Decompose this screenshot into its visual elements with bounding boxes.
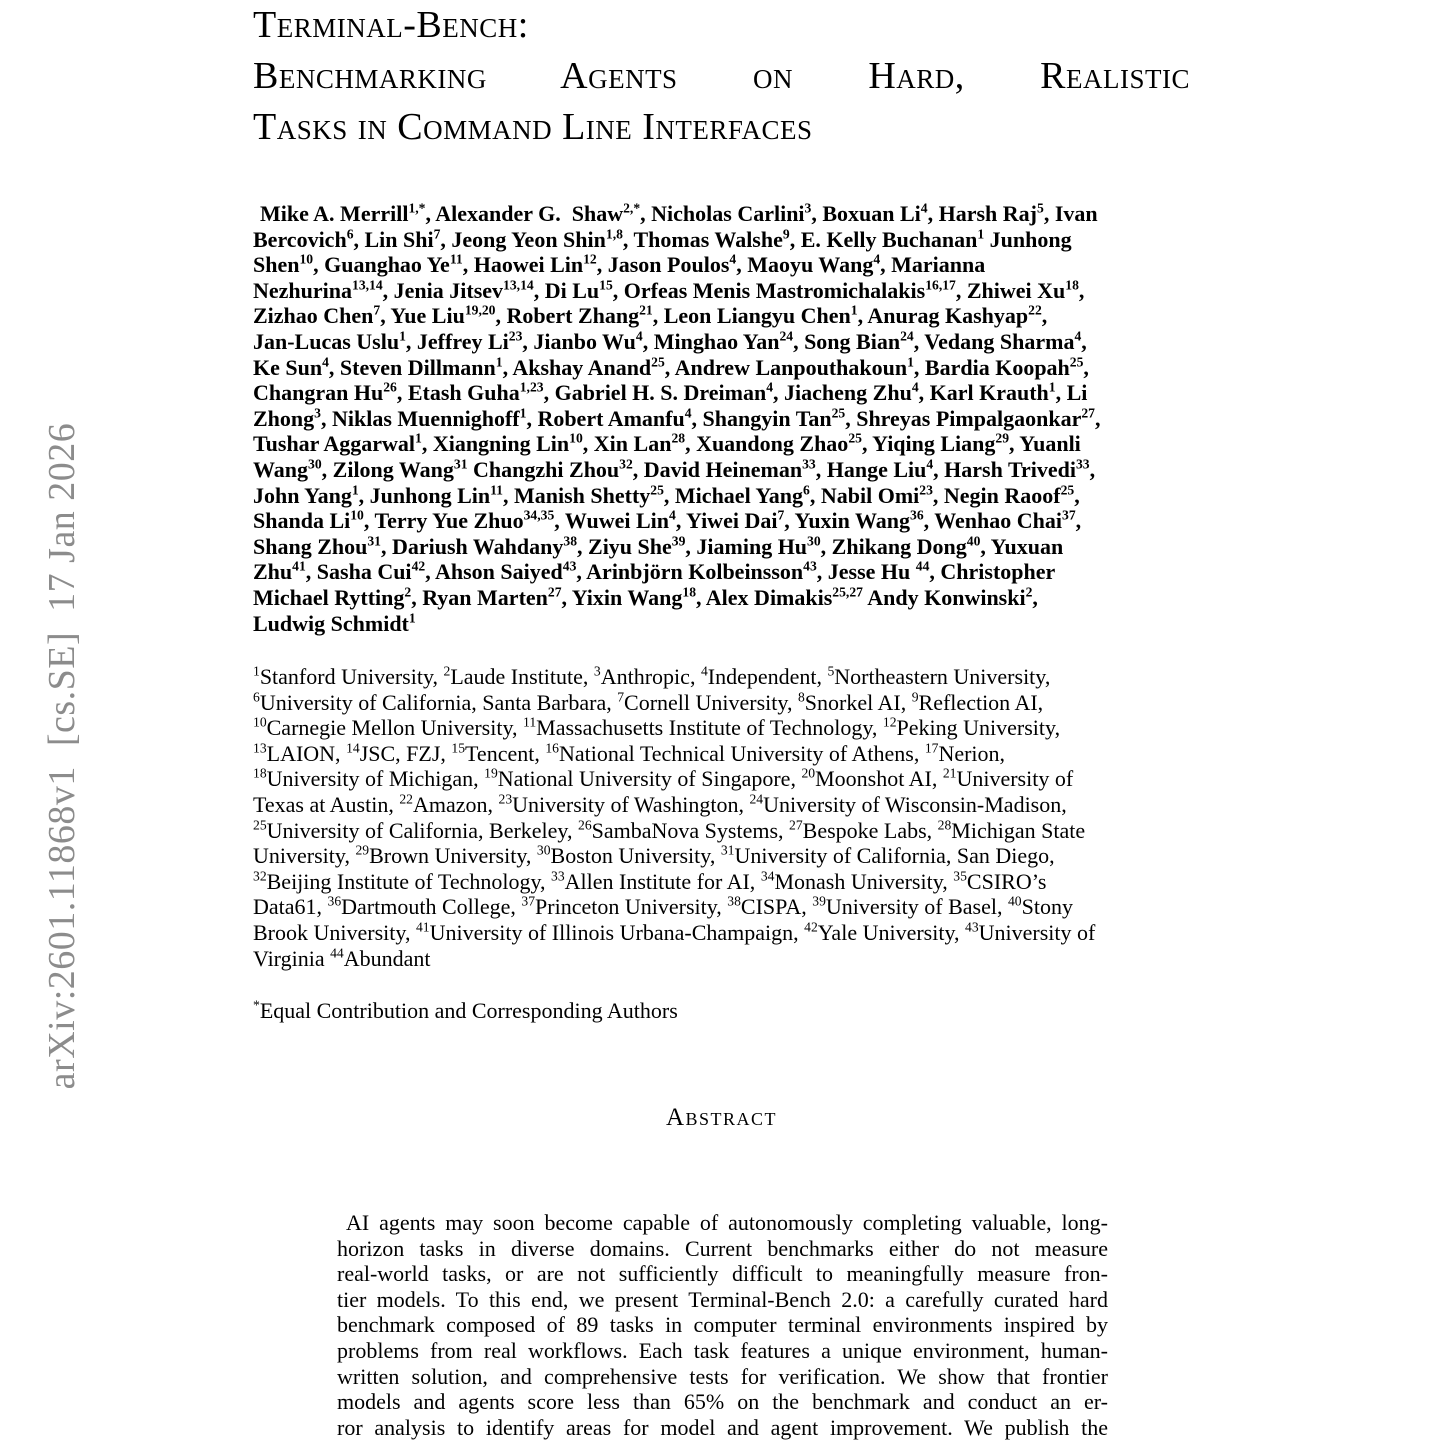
title-line-1: Terminal-Bench: (253, 4, 529, 46)
affiliation-line: $^{32}$Beijing Institute of Technology, $^{33}$Allen Institute for AI, $^{34}$Monash University, $^{35}$CSIRO’s (253, 868, 1047, 894)
affiliation-line: University, $^{29}$Brown University, $^{30}$Boston University, $^{31}$University of California, San Diego, (253, 842, 1055, 869)
author-line: Zizhao Chen$^7$, Yue Liu$^{19,20}$, Robert Zhang$^{21}$, Leon Liangyu Chen$^1$, Anurag Kashyap$^{22}$, (253, 303, 1048, 329)
affiliation-line: $^{18}$University of Michigan, $^{19}$National University of Singapore, $^{20}$Moonshot AI, $^{21}$University of (253, 766, 1074, 792)
title-line-2: Benchmarking Agents on Hard, Realistic (253, 55, 1190, 97)
author-line: Ludwig Schmidt$^1$ (253, 610, 416, 636)
arxiv-watermark: arXiv:2601.11868v1 [cs.SE] 17 Jan 2026 (41, 422, 83, 1090)
abstract-heading: Abstract (665, 1104, 778, 1131)
author-line: Zhong$^3$, Niklas Muennighoff$^1$, Robert Amanfu$^4$, Shangyin Tan$^{25}$, Shreyas Pimpalgaonkar$^{27}$, (253, 405, 1101, 431)
author-line: Shen$^{10}$, Guanghao Ye$^{11}$, Haowei Lin$^{12}$, Jason Poulos$^4$, Maoyu Wang$^4$, Marianna (253, 251, 986, 278)
author-line: Wang$^{30}$, Zilong Wang$^{31}$ Changzhi Zhou$^{32}$, David Heineman$^{33}$, Hange Liu$^4$, Harsh Trivedi$^{33}$, (253, 456, 1096, 482)
affiliation-line: $^6$University of California, Santa Barbara, $^7$Cornell University, $^8$Snorkel AI, $^9$Reflection AI, (253, 689, 1044, 715)
affiliation-line: $^{10}$Carnegie Mellon University, $^{11}$Massachusetts Institute of Technology, $^{12}$Peking University, (253, 714, 1061, 741)
author-line: Zhu$^{41}$, Sasha Cui$^{42}$, Ahson Saiyed$^{43}$, Arinbjörn Kolbeinsson$^{43}$, Jesse Hu $^{44}$, Christopher (253, 558, 1056, 585)
abstract-line: written solution, and comprehensive tests for verification. We show that frontier (337, 1363, 1108, 1389)
abstract-line: tier models. To this end, we present Terminal-Bench 2.0: a carefully curated hard (337, 1286, 1108, 1312)
author-line: Changran Hu$^{26}$, Etash Guha$^{1,23}$, Gabriel H. S. Dreiman$^4$, Jiacheng Zhu$^4$, Karl Krauth$^1$, Li (253, 379, 1088, 406)
author-line: Nezhurina$^{13,14}$, Jenia Jitsev$^{13,14}$, Di Lu$^{15}$, Orfeas Menis Mastromichalakis$^{16,17}$, Zhiwei Xu$^{18}$, (253, 277, 1085, 303)
affiliation-line: $^{13}$LAION, $^{14}$JSC, FZJ, $^{15}$Tencent, $^{16}$National Technical University of Athens, $^{17}$Nerion, (253, 740, 1006, 766)
author-line: Mike A. Merrill$^{1,*}$, Alexander G. Shaw$^{2,*}$, Nicholas Carlini$^3$, Boxuan Li$^4$, Harsh Raj$^5$, Ivan (260, 200, 1098, 226)
affiliation-line: Virginia $^{44}$Abundant (253, 945, 431, 971)
author-list (253, 201, 1165, 636)
affiliation-line: Brook University, $^{41}$University of Illinois Urbana-Champaign, $^{42}$Yale University, $^{43}$University of (253, 919, 1096, 945)
abstract-line: models and agents score less than 65% on the benchmark and conduct an er- (337, 1389, 1108, 1415)
author-line: Ke Sun$^4$, Steven Dillmann$^1$, Akshay Anand$^{25}$, Andrew Lanpouthakoun$^1$, Bardia Koopah$^{25}$, (253, 354, 1089, 380)
affiliation-line: $^{25}$University of California, Berkeley, $^{26}$SambaNova Systems, $^{27}$Bespoke Labs, $^{28}$Michigan State (253, 817, 1086, 843)
abstract-line: AI agents may soon become capable of autonomously completing valuable, long- (346, 1210, 1108, 1235)
affiliation-list (253, 664, 1165, 971)
abstract-body (337, 1210, 1108, 1440)
affiliation-line: Texas at Austin, $^{22}$Amazon, $^{23}$University of Washington, $^{24}$University of Wisconsin-Madison, (253, 791, 1067, 817)
affiliation-line: $^1$Stanford University, $^2$Laude Institute, $^3$Anthropic, $^4$Independent, $^5$Northeastern University, (253, 663, 1051, 689)
author-line: Jan-Lucas Uslu$^1$, Jeffrey Li$^{23}$, Jianbo Wu$^4$, Minghao Yan$^{24}$, Song Bian$^{24}$, Vedang Sharma$^4$, (253, 328, 1087, 354)
author-line: Shanda Li$^{10}$, Terry Yue Zhuo$^{34,35}$, Wuwei Lin$^4$, Yiwei Dai$^7$, Yuxin Wang$^{36}$, Wenhao Chai$^{37}$, (253, 507, 1082, 534)
author-line: Bercovich$^6$, Lin Shi$^7$, Jeong Yeon Shin$^{1,8}$, Thomas Walshe$^9$, E. Kelly Buchanan$^1$ Junhong (253, 226, 1072, 252)
abstract-line: problems from real workflows. Each task features a unique environment, human- (337, 1337, 1108, 1363)
title-line-3: Tasks in Command Line Interfaces (253, 106, 813, 148)
affiliation-line: Data61, $^{36}$Dartmouth College, $^{37}$Princeton University, $^{38}$CISPA, $^{39}$University of Basel, $^{40}$Stony (253, 894, 1073, 920)
paper-title (253, 0, 1190, 153)
author-line: Shang Zhou$^{31}$, Dariush Wahdany$^{38}$, Ziyu She$^{39}$, Jiaming Hu$^{30}$, Zhikang Dong$^{40}$, Yuxuan (253, 533, 1064, 559)
equal-contribution-footnote: *Equal Contribution and Corresponding Authors (253, 997, 678, 1023)
author-line: Tushar Aggarwal$^1$, Xiangning Lin$^{10}$, Xin Lan$^{28}$, Xuandong Zhao$^{25}$, Yiqing Liang$^{29}$, Yuanli (253, 431, 1081, 457)
abstract-line: ror analysis to identify areas for model and agent improvement. We publish the (337, 1414, 1108, 1440)
author-line: Michael Rytting$^2$, Ryan Marten$^{27}$, Yixin Wang$^{18}$, Alex Dimakis$^{25,27}$ Andy Konwinski$^2$, (253, 584, 1038, 610)
author-line: John Yang$^1$, Junhong Lin$^{11}$, Manish Shetty$^{25}$, Michael Yang$^6$, Nabil Omi$^{23}$, Negin Raoof$^{25}$, (253, 482, 1080, 508)
abstract-line: real-world tasks, or are not sufficiently difficult to meaningfully measure fron- (337, 1261, 1108, 1287)
abstract-line: benchmark composed of 89 tasks in computer terminal environments inspired by (337, 1312, 1108, 1338)
abstract-line: horizon tasks in diverse domains. Current benchmarks either do not measure (337, 1235, 1108, 1261)
